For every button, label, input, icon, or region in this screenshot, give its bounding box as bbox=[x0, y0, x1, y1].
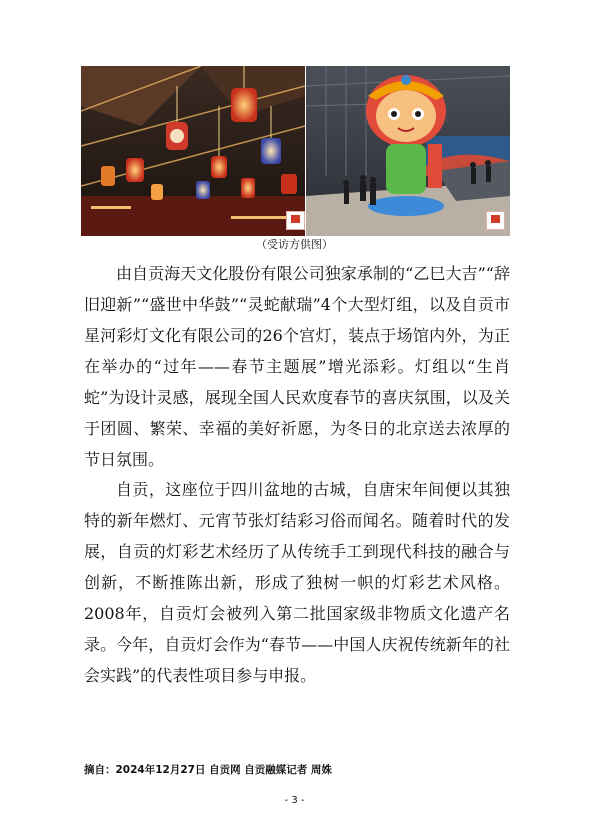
snake-lantern-photo bbox=[306, 66, 510, 236]
body-paragraph: 自贡，这座位于四川盆地的古城，自唐宋年间便以其独特的新年燃灯、元宵节张灯结彩习俗而闻名。随着时代的发展，自贡的灯彩艺术经历了从传统手工到现代科技的融合与创新，不断推陈出新，形成了独树一帜的灯彩艺术风格。2008年，自贡灯会被列入第二批国家级非物质文化遗产名录。今年，自贡灯会作为“春节——中国人庆祝传统新年的社会实践”的代表性项目参与申报。 bbox=[84, 480, 510, 685]
image-caption: （受访方供图） bbox=[256, 238, 333, 251]
watermark-logo bbox=[286, 211, 305, 230]
body-paragraph: 由自贡海天文化股份有限公司独家承制的“乙巳大吉”“辞旧迎新”“盛世中华鼓”“灵蛇献瑞”4个大型灯组，以及自贡市星河彩灯文化有限公司的26个宫灯，装点于场馆内外，为正在举办的“过年——春节主题展”增光添彩。灯组以“生肖蛇”为设计灵感，展现全国人民欢度春节的喜庆氛围，以及关于团圆、繁荣、幸福的美好祈愿，为冬日的北京送去浓厚的节日氛围。 bbox=[84, 264, 510, 469]
watermark-logo bbox=[486, 211, 505, 230]
source-attribution: 摘自：2024年12月27日 自贡网 自贡融媒记者 周姝 bbox=[84, 764, 332, 776]
lanterns-hall-photo bbox=[81, 66, 305, 236]
page-number: - 3 - bbox=[284, 795, 305, 806]
